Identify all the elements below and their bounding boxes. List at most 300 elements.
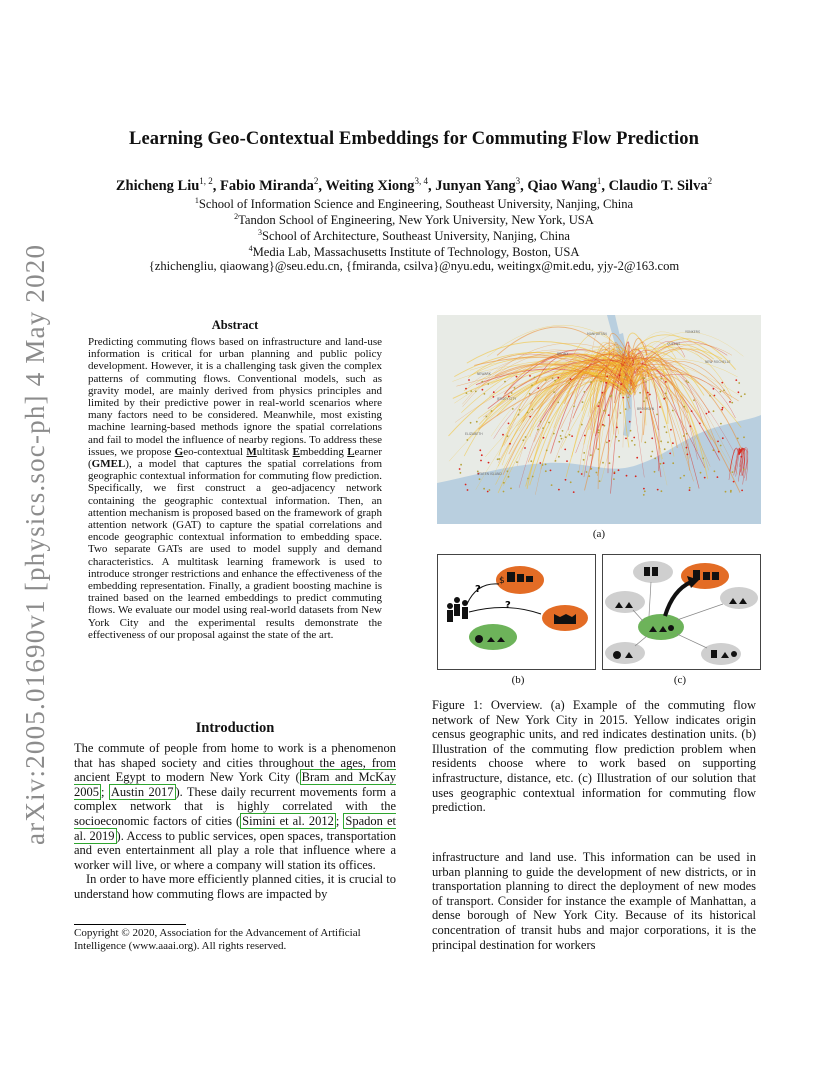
question-mark: ? xyxy=(475,584,481,595)
census-unit-dot xyxy=(645,381,647,383)
census-unit-dot xyxy=(741,490,743,492)
census-unit-dot xyxy=(459,468,461,470)
hospital-icon xyxy=(475,635,483,643)
census-unit-dot xyxy=(605,382,607,384)
census-unit-dot xyxy=(672,462,674,464)
census-unit-dot xyxy=(551,484,553,486)
census-unit-dot xyxy=(465,484,467,486)
census-unit-dot xyxy=(663,462,665,464)
census-unit-dot xyxy=(649,394,651,396)
census-unit-dot xyxy=(624,376,626,378)
census-unit-dot xyxy=(578,471,580,473)
neighbor-ellipse xyxy=(605,642,645,664)
map-place-label: NEW ROCHELLE xyxy=(705,360,731,364)
census-unit-dot xyxy=(479,449,481,451)
bank-icon xyxy=(507,572,515,582)
census-unit-dot xyxy=(661,490,663,492)
census-unit-dot xyxy=(657,489,659,491)
author-name: Claudio T. Silva$^2$ xyxy=(608,176,713,194)
census-unit-dot xyxy=(643,400,645,402)
census-unit-dot xyxy=(729,401,731,403)
census-unit-dot xyxy=(606,376,608,378)
map-place-label: ELIZABETH xyxy=(465,432,483,436)
census-unit-dot xyxy=(554,380,556,382)
census-unit-dot xyxy=(480,460,482,462)
census-unit-dot xyxy=(564,449,566,451)
census-unit-dot xyxy=(731,402,733,404)
census-unit-dot xyxy=(663,398,665,400)
census-unit-dot xyxy=(699,423,701,425)
census-unit-dot xyxy=(516,461,518,463)
building-icon xyxy=(517,574,524,582)
census-unit-dot xyxy=(493,396,495,398)
census-unit-dot xyxy=(527,478,529,480)
census-unit-dot xyxy=(510,488,512,490)
neighbor-ellipse xyxy=(720,587,758,609)
census-unit-dot xyxy=(620,412,622,414)
census-unit-dot xyxy=(518,414,520,416)
census-unit-dot xyxy=(718,451,720,453)
census-unit-dot xyxy=(618,456,620,458)
census-unit-dot xyxy=(717,441,719,443)
census-unit-dot xyxy=(720,445,722,447)
census-unit-dot xyxy=(570,378,572,380)
census-unit-dot xyxy=(700,472,702,474)
census-unit-dot xyxy=(615,436,617,438)
census-unit-dot xyxy=(720,391,722,393)
census-unit-dot xyxy=(706,413,708,415)
census-unit-dot xyxy=(596,375,598,377)
census-unit-dot xyxy=(550,470,552,472)
map-place-label: NEWARK xyxy=(477,372,491,376)
census-unit-dot xyxy=(614,472,616,474)
census-unit-dot xyxy=(683,406,685,408)
census-unit-dot xyxy=(597,405,599,407)
census-unit-dot xyxy=(722,437,724,439)
census-unit-dot xyxy=(539,462,541,464)
census-unit-dot xyxy=(475,391,477,393)
census-unit-dot xyxy=(631,440,633,442)
census-unit-dot xyxy=(608,440,610,442)
census-unit-dot xyxy=(664,426,666,428)
census-unit-dot xyxy=(470,422,472,424)
building-icon xyxy=(526,576,533,582)
census-unit-dot xyxy=(573,406,575,408)
census-unit-dot xyxy=(487,491,489,493)
affiliation-line: $^1$School of Information Science and Engineering, Southeast University, Nanjing, China xyxy=(194,196,634,212)
census-unit-dot xyxy=(644,442,646,444)
census-unit-dot xyxy=(460,472,462,474)
census-unit-dot xyxy=(498,458,500,460)
census-unit-dot xyxy=(553,433,555,435)
census-unit-dot xyxy=(476,421,478,423)
census-unit-dot xyxy=(508,423,510,425)
census-unit-dot xyxy=(598,429,600,431)
census-unit-dot xyxy=(626,475,628,477)
census-unit-dot xyxy=(546,450,548,452)
figure-label-a: (a) xyxy=(592,528,606,540)
census-unit-dot xyxy=(600,381,602,383)
census-unit-dot xyxy=(660,378,662,380)
census-unit-dot xyxy=(691,410,693,412)
census-unit-dot xyxy=(481,454,483,456)
census-unit-dot xyxy=(643,494,645,496)
citation-link[interactable]: Spadon et al. 2019 xyxy=(74,813,396,843)
census-unit-dot xyxy=(683,475,685,477)
author-list: Zhicheng Liu$^{1, 2}$, Fabio Miranda$^2$, Weiting Xiong$^{3, 4}$, Junyan Yang$^3$, Qiao Wang$^1$, Claudio T. Silva$^2$ xyxy=(115,176,713,194)
census-unit-dot xyxy=(665,393,667,395)
census-unit-dot xyxy=(609,462,611,464)
census-unit-dot xyxy=(529,375,531,377)
author-name: Fabio Miranda$^2$ xyxy=(220,176,319,194)
census-unit-dot xyxy=(629,421,631,423)
census-unit-dot xyxy=(664,448,666,450)
census-unit-dot xyxy=(660,440,662,442)
figure-label-c: (c) xyxy=(673,674,687,686)
author-name: Weiting Xiong$^{3, 4}$ xyxy=(325,176,428,194)
census-unit-dot xyxy=(481,381,483,383)
census-unit-dot xyxy=(647,392,649,394)
census-unit-dot xyxy=(514,387,516,389)
census-unit-dot xyxy=(586,471,588,473)
census-unit-dot xyxy=(740,396,742,398)
author-name: Qiao Wang$^1$ xyxy=(527,176,602,194)
map-place-label: MANHATTAN xyxy=(587,332,607,336)
census-unit-dot xyxy=(645,397,647,399)
introduction-body xyxy=(74,741,396,902)
census-unit-dot xyxy=(479,478,481,480)
census-unit-dot xyxy=(503,482,505,484)
census-unit-dot xyxy=(690,425,692,427)
census-unit-dot xyxy=(608,414,610,416)
census-unit-dot xyxy=(633,437,635,439)
census-unit-dot xyxy=(566,460,568,462)
census-unit-dot xyxy=(743,436,745,438)
census-unit-dot xyxy=(689,489,691,491)
census-unit-dot xyxy=(487,383,489,385)
census-unit-dot xyxy=(651,451,653,453)
census-unit-dot xyxy=(493,391,495,393)
map-place-label: JERSEY CITY xyxy=(497,397,517,401)
census-unit-dot xyxy=(590,468,592,470)
map-place-label: STATEN ISLAND xyxy=(477,472,502,476)
census-unit-dot xyxy=(738,391,740,393)
census-unit-dot xyxy=(651,437,653,439)
census-unit-dot xyxy=(558,456,560,458)
census-unit-dot xyxy=(665,381,667,383)
census-unit-dot xyxy=(602,462,604,464)
census-unit-dot xyxy=(722,407,724,409)
census-unit-dot xyxy=(606,442,608,444)
census-unit-dot xyxy=(552,377,554,379)
census-unit-dot xyxy=(571,435,573,437)
census-unit-dot xyxy=(630,430,632,432)
census-unit-dot xyxy=(562,430,564,432)
census-unit-dot xyxy=(529,393,531,395)
census-unit-dot xyxy=(609,396,611,398)
census-unit-dot xyxy=(584,435,586,437)
census-unit-dot xyxy=(486,416,488,418)
citation-link[interactable]: Simini et al. 2012 xyxy=(242,813,334,828)
census-unit-dot xyxy=(508,476,510,478)
census-unit-dot xyxy=(740,456,742,458)
census-unit-dot xyxy=(509,443,511,445)
map-place-label: BROOKLYN xyxy=(637,407,655,411)
census-unit-dot xyxy=(714,395,716,397)
census-unit-dot xyxy=(511,392,513,394)
census-unit-dot xyxy=(581,473,583,475)
census-unit-dot xyxy=(627,396,629,398)
census-unit-dot xyxy=(569,434,571,436)
census-unit-dot xyxy=(466,392,468,394)
census-unit-dot xyxy=(531,409,533,411)
census-unit-dot xyxy=(622,397,624,399)
census-unit-dot xyxy=(516,376,518,378)
census-unit-dot xyxy=(502,434,504,436)
census-unit-dot xyxy=(642,377,644,379)
census-unit-dot xyxy=(689,487,691,489)
census-unit-dot xyxy=(583,459,585,461)
census-unit-dot xyxy=(714,470,716,472)
census-unit-dot xyxy=(693,399,695,401)
census-unit-dot xyxy=(654,471,656,473)
census-unit-dot xyxy=(534,377,536,379)
census-unit-dot xyxy=(683,435,685,437)
census-unit-dot xyxy=(619,374,621,376)
census-unit-dot xyxy=(732,471,734,473)
emails: {zhichengliu, qiaowang}@seu.edu.cn, {fmiranda, csilva}@nyu.edu, weitingx@mit.edu, yjy-2@163.com xyxy=(148,259,680,273)
census-unit-dot xyxy=(557,402,559,404)
census-unit-dot xyxy=(558,489,560,491)
census-unit-dot xyxy=(470,390,472,392)
census-unit-dot xyxy=(582,401,584,403)
census-unit-dot xyxy=(555,460,557,462)
arxiv-stamp xyxy=(16,245,52,845)
census-unit-dot xyxy=(590,454,592,456)
census-unit-dot xyxy=(504,381,506,383)
census-unit-dot xyxy=(616,427,618,429)
census-unit-dot xyxy=(721,409,723,411)
census-unit-dot xyxy=(460,464,462,466)
intro-paragraph-1: The commute of people from home to work is a phenomenon that has shaped society and cities throughout the ages, from ancient Egypt to modern New York City ( Bram and McKay 2005 ; Austin 2017 ). These daily recurrent movements form a complex network that is highly correlated with the socioeconomic factors of cities ( Simini et al. 2012 ; Spadon et al. 2019 ). Access to public services, open spaces, transportation and even entertainment all play a role that influence where a worker will live, or where a company will station its offices. xyxy=(74,741,396,872)
abstract-heading: Abstract xyxy=(211,318,259,332)
census-unit-dot xyxy=(685,380,687,382)
census-unit-dot xyxy=(540,421,542,423)
census-unit-dot xyxy=(489,489,491,491)
author-name: Zhicheng Liu$^{1, 2}$ xyxy=(115,176,213,194)
census-unit-dot xyxy=(656,414,658,416)
census-unit-dot xyxy=(545,379,547,381)
census-unit-dot xyxy=(604,425,606,427)
affiliation-line: $^3$School of Architecture, Southeast University, Nanjing, China xyxy=(257,228,571,244)
census-unit-dot xyxy=(650,455,652,457)
census-unit-dot xyxy=(519,409,521,411)
census-unit-dot xyxy=(687,454,689,456)
census-unit-dot xyxy=(542,427,544,429)
demand-ellipse xyxy=(638,614,684,640)
map-place-label: QUEENS xyxy=(667,342,681,346)
census-unit-dot xyxy=(467,489,469,491)
census-unit-dot xyxy=(598,432,600,434)
census-unit-dot xyxy=(529,416,531,418)
census-unit-dot xyxy=(581,424,583,426)
census-unit-dot xyxy=(565,436,567,438)
census-unit-dot xyxy=(599,480,601,482)
intro-paragraph-2: In order to have more efficiently planned cities, it is crucial to understand how commuting flows are impacted by xyxy=(74,872,396,901)
census-unit-dot xyxy=(667,441,669,443)
census-unit-dot xyxy=(643,488,645,490)
census-unit-dot xyxy=(739,449,741,451)
copyright-notice: Copyright © 2020, Association for the Advancement of Artificial Intelligence (www.aaai.org). All rights reserved. xyxy=(74,927,361,952)
census-unit-dot xyxy=(530,460,532,462)
commuting-flow-map xyxy=(437,315,761,524)
census-unit-dot xyxy=(654,458,656,460)
abstract-body: Predicting commuting flows based on infrastructure and land-use information is critical for urban planning and public policy development. However, it is a challenging task given the complex patterns of commuting flows. Conventional models, such as gravity model, are mainly derived from physics principles and limited by their predictive power in real-world scenarios where many factors need to be considered. Meanwhile, most existing machine learning-based methods ignore the spatial correlations and fail to model the influence of nearby regions. To address these issues, we propose Geo-contextual Multitask Embedding Learner (GMEL), a model that captures the spatial correlations from geographic contextual information for commuting flow prediction. Specifically, we first construct a geo-adjacency network containing the geographic contextual information. Then, an attention mechanism is proposed based on the framework of graph attention network (GAT) to capture the spatial correlations and encode geographic contextual information to embedding space. Two separate GATs are used to model supply and demand characteristics. A multitask learning framework is used to introduce stronger restrictions and enhance the effectiveness of the embedding representation. Finally, a gradient boosting machine is trained based on the learned embeddings to predict commuting flows. We evaluate our model using real-world datasets from New York City and the experimental results demonstrate the effectiveness of our proposal against the state of the art. xyxy=(88,336,383,641)
census-unit-dot xyxy=(709,395,711,397)
census-unit-dot xyxy=(484,393,486,395)
census-unit-dot xyxy=(704,477,706,479)
census-unit-dot xyxy=(725,491,727,493)
census-unit-dot xyxy=(669,453,671,455)
census-unit-dot xyxy=(590,381,592,383)
census-unit-dot xyxy=(634,444,636,446)
illustration-panels xyxy=(437,554,761,670)
census-unit-dot xyxy=(491,410,493,412)
census-unit-dot xyxy=(512,408,514,410)
census-unit-dot xyxy=(468,379,470,381)
map-place-label: BRONX xyxy=(557,352,569,356)
neighbor-ellipse xyxy=(605,591,645,613)
census-unit-dot xyxy=(570,481,572,483)
census-unit-dot xyxy=(565,479,567,481)
census-unit-dot xyxy=(720,423,722,425)
census-unit-dot xyxy=(639,392,641,394)
dollar-icon: $ xyxy=(499,576,505,586)
census-unit-dot xyxy=(507,435,509,437)
census-unit-dot xyxy=(588,475,590,477)
census-unit-dot xyxy=(636,457,638,459)
census-unit-dot xyxy=(744,393,746,395)
census-unit-dot xyxy=(617,385,619,387)
question-mark: ? xyxy=(505,600,511,611)
citation-link[interactable]: Austin 2017 xyxy=(110,784,174,799)
census-unit-dot xyxy=(537,429,539,431)
census-unit-dot xyxy=(618,440,620,442)
census-unit-dot xyxy=(548,422,550,424)
census-unit-dot xyxy=(532,476,534,478)
affiliation-line: $^2$Tandon School of Engineering, New York University, New York, USA xyxy=(234,212,594,228)
census-unit-dot xyxy=(702,458,704,460)
census-unit-dot xyxy=(503,491,505,493)
census-unit-dot xyxy=(603,410,605,412)
census-unit-dot xyxy=(545,464,547,466)
census-unit-dot xyxy=(708,411,710,413)
census-unit-dot xyxy=(483,488,485,490)
figure-caption: Figure 1: Overview. (a) Example of the commuting flow network of New York City in 2015. Yellow indicates origin census geographic units, and red indicates destination units. (b) Illustration of the commuting flow prediction problem when residents choose where to work based on supporting infrastructure, distance, etc. (c) Illustration of our solution that uses geographic contextual information for commuting flow prediction. xyxy=(432,698,756,815)
census-unit-dot xyxy=(527,412,529,414)
census-unit-dot xyxy=(625,408,627,410)
map-place-label: YONKERS xyxy=(685,330,701,334)
census-unit-dot xyxy=(557,377,559,379)
census-unit-dot xyxy=(542,464,544,466)
author-name: Junyan Yang$^3$ xyxy=(435,176,521,194)
census-unit-dot xyxy=(573,491,575,493)
census-unit-dot xyxy=(659,406,661,408)
census-unit-dot xyxy=(620,383,622,385)
census-unit-dot xyxy=(602,392,604,394)
census-unit-dot xyxy=(670,429,672,431)
census-unit-dot xyxy=(543,437,545,439)
census-unit-dot xyxy=(507,470,509,472)
census-unit-dot xyxy=(602,424,604,426)
census-unit-dot xyxy=(735,379,737,381)
census-unit-dot xyxy=(568,382,570,384)
census-unit-dot xyxy=(672,410,674,412)
census-unit-dot xyxy=(660,463,662,465)
census-unit-dot xyxy=(561,438,563,440)
census-unit-dot xyxy=(560,435,562,437)
census-unit-dot xyxy=(583,452,585,454)
census-unit-dot xyxy=(558,441,560,443)
census-unit-dot xyxy=(723,389,725,391)
census-unit-dot xyxy=(488,462,490,464)
census-unit-dot xyxy=(713,388,715,390)
census-unit-dot xyxy=(640,411,642,413)
census-unit-dot xyxy=(482,389,484,391)
census-unit-dot xyxy=(721,382,723,384)
census-unit-dot xyxy=(613,478,615,480)
census-unit-dot xyxy=(537,387,539,389)
census-unit-dot xyxy=(672,442,674,444)
census-unit-dot xyxy=(598,467,600,469)
census-unit-dot xyxy=(465,388,467,390)
census-unit-dot xyxy=(743,469,745,471)
census-unit-dot xyxy=(644,490,646,492)
census-unit-dot xyxy=(730,490,732,492)
census-unit-dot xyxy=(737,438,739,440)
census-unit-dot xyxy=(597,448,599,450)
census-unit-dot xyxy=(524,447,526,449)
census-unit-dot xyxy=(596,472,598,474)
census-unit-dot xyxy=(553,391,555,393)
census-unit-dot xyxy=(497,458,499,460)
census-unit-dot xyxy=(713,410,715,412)
census-unit-dot xyxy=(686,447,688,449)
census-unit-dot xyxy=(666,431,668,433)
introduction-heading: Introduction xyxy=(195,720,275,736)
citation-link[interactable]: Bram and McKay 2005 xyxy=(74,770,396,799)
census-unit-dot xyxy=(531,384,533,386)
footnote-rule xyxy=(74,924,186,925)
right-column-body: infrastructure and land use. This information can be used in urban planning to guide the development of new districts, or in transportation planning to direct the deployment of new modes of transport. Consider for instance the example of Manhattan, a dense borough of New York City. Because of its historical concentration of transit hubs and major corporations, it is the principal destination for workers xyxy=(432,850,756,952)
census-unit-dot xyxy=(618,469,620,471)
census-unit-dot xyxy=(629,391,631,393)
census-unit-dot xyxy=(625,438,627,440)
census-unit-dot xyxy=(733,481,735,483)
affiliation-line: $^4$Media Lab, Massachusetts Institute of Technology, Boston, USA xyxy=(248,244,580,260)
census-unit-dot xyxy=(584,391,586,393)
census-unit-dot xyxy=(635,475,637,477)
paper-title: Learning Geo-Contextual Embeddings for Commuting Flow Prediction xyxy=(129,129,699,149)
census-unit-dot xyxy=(680,477,682,479)
arxiv-id: arXiv:2005.01690v1 [physics.soc-ph] 4 May 2020 xyxy=(20,245,50,845)
census-unit-dot xyxy=(738,382,740,384)
census-unit-dot xyxy=(525,436,527,438)
census-unit-dot xyxy=(522,439,524,441)
census-unit-dot xyxy=(598,402,600,404)
census-unit-dot xyxy=(687,382,689,384)
census-unit-dot xyxy=(713,449,715,451)
